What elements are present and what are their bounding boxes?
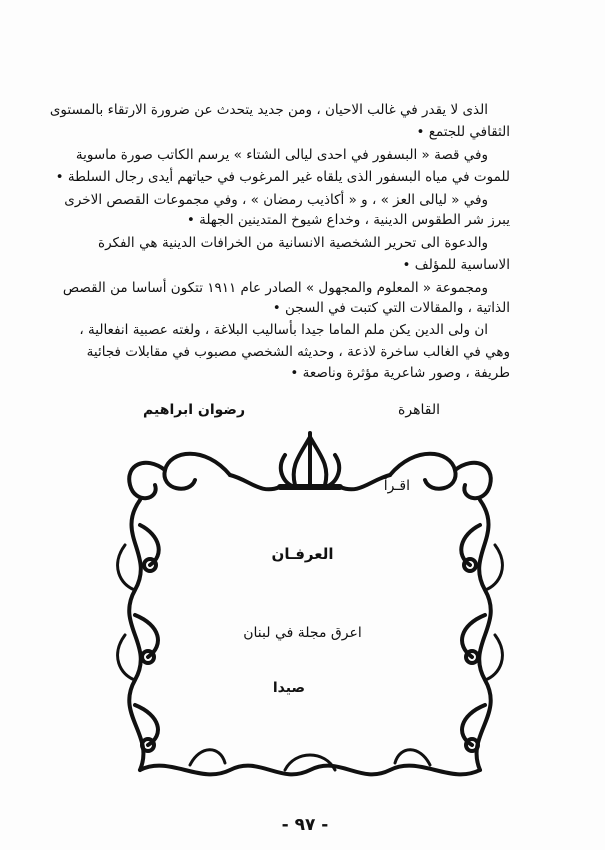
text-line: وفي قصة « البسفور في احدى ليالى الشتاء » يرسم الكاتب صورة ماسوية bbox=[75, 147, 488, 163]
text-line: ومجموعة « المعلوم والمجهول » الصادر عام ١٩١١ تتكون أساسا من القصص bbox=[62, 280, 488, 296]
ornamental-frame bbox=[110, 425, 510, 790]
signature-author: رضوان ابراهيم bbox=[143, 402, 245, 418]
text-line: ان ولى الدين يكن ملم الماما جيدا بأساليب البلاغة ، ولغته عصبية انفعالية ، bbox=[79, 322, 488, 338]
text-line: طريفة ، وصور شاعرية مؤثرة وناصعة • bbox=[290, 365, 510, 381]
advert-tagline: اعرق مجلة في لبنان bbox=[243, 625, 362, 641]
text-line: الثقافي للجتمع • bbox=[416, 124, 510, 140]
text-line: للموت في مياه البسفور الذى يلقاه غير المرغوب في حياتهم أيدى رجال السلطة • bbox=[55, 169, 510, 185]
text-line: والدعوة الى تحرير الشخصية الانسانية من الخرافات الدينية هي الفكرة bbox=[98, 235, 488, 251]
advert-magazine-name: العرفـان bbox=[271, 545, 334, 563]
page-number: - ٩٧ - bbox=[281, 815, 329, 835]
text-line: الذاتية ، والمقالات التي كتبت في السجن • bbox=[272, 300, 510, 316]
text-line: الذى لا يقدر في غالب الاحيان ، ومن جديد يتحدث عن ضرورة الارتقاء بالمستوى bbox=[49, 102, 488, 118]
text-line: وهي في الغالب ساخرة لاذعة ، وحديثه الشخصي مصبوب في مقابلات فجائية bbox=[86, 344, 510, 360]
text-line: وفي « ليالى العز » ، و « أكاذيب رمضان » ، وفي مجموعات القصص الاخرى bbox=[64, 192, 488, 208]
advert-city: صيدا bbox=[272, 680, 305, 696]
text-line: يبرز شر الطقوس الدينية ، وخداع شيوخ المتدينين الجهلة • bbox=[186, 212, 510, 228]
text-line: الاساسية للمؤلف • bbox=[402, 257, 510, 273]
signature-place: القاهرة bbox=[398, 402, 440, 418]
advert-read: اقـرأ bbox=[383, 478, 410, 494]
